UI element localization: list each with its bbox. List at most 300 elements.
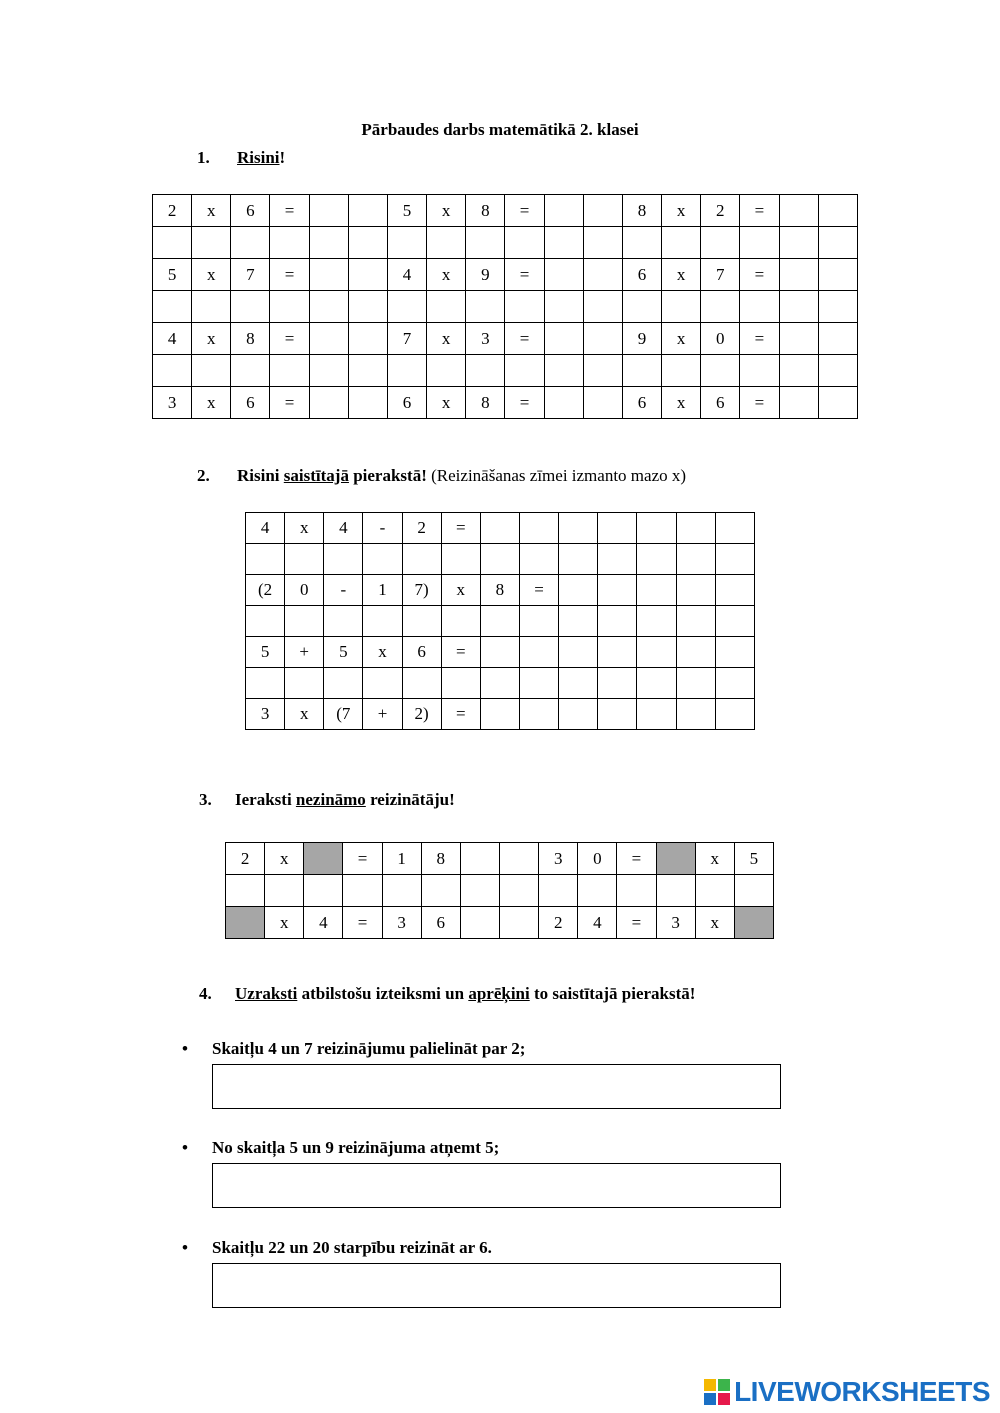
empty-cell[interactable] xyxy=(715,575,754,606)
empty-cell[interactable] xyxy=(715,544,754,575)
empty-cell[interactable] xyxy=(578,875,617,907)
empty-cell[interactable] xyxy=(622,291,661,323)
grid-cell: 8 xyxy=(421,843,460,875)
grid-row xyxy=(153,195,858,227)
empty-cell[interactable] xyxy=(402,668,441,699)
section-1-label: Risini xyxy=(237,148,280,167)
task-item-3 xyxy=(182,1238,492,1258)
empty-cell[interactable] xyxy=(466,291,505,323)
empty-cell[interactable] xyxy=(363,544,402,575)
empty-cell[interactable] xyxy=(818,227,857,259)
empty-cell[interactable] xyxy=(324,544,363,575)
grid-cell: 3 xyxy=(382,907,421,939)
empty-cell[interactable] xyxy=(779,291,818,323)
empty-cell[interactable] xyxy=(505,227,544,259)
grid-cell: 4 xyxy=(387,259,426,291)
grid-cell: x xyxy=(363,637,402,668)
grid-row xyxy=(153,387,858,419)
section-3-label-underlined: nezināmo xyxy=(295,790,366,809)
grid-cell: = xyxy=(270,195,309,227)
empty-cell[interactable] xyxy=(480,699,519,730)
grid-cell: 3 xyxy=(246,699,285,730)
empty-cell[interactable] xyxy=(818,387,857,419)
empty-cell[interactable] xyxy=(544,323,583,355)
empty-cell[interactable] xyxy=(656,875,695,907)
grid-cell: 8 xyxy=(231,323,270,355)
empty-cell[interactable] xyxy=(701,291,740,323)
section-3-label-start: Ieraksti xyxy=(235,790,296,809)
grid-cell: 1 xyxy=(382,843,421,875)
empty-cell[interactable] xyxy=(153,291,192,323)
grid-cell: 2) xyxy=(402,699,441,730)
empty-cell[interactable] xyxy=(285,606,324,637)
grid-cell: 7 xyxy=(701,259,740,291)
empty-cell[interactable] xyxy=(598,575,637,606)
empty-cell[interactable] xyxy=(270,291,309,323)
empty-cell[interactable] xyxy=(231,355,270,387)
grid-cell: 0 xyxy=(285,575,324,606)
empty-cell[interactable] xyxy=(583,355,622,387)
empty-cell[interactable] xyxy=(309,387,348,419)
shaded-answer-cell[interactable] xyxy=(656,843,695,875)
grid-cell: = xyxy=(617,907,656,939)
grid-cell: x xyxy=(192,259,231,291)
empty-cell[interactable] xyxy=(348,227,387,259)
empty-cell[interactable] xyxy=(309,291,348,323)
grid-row xyxy=(246,699,755,730)
grid-row xyxy=(153,291,858,323)
grid-cell: 6 xyxy=(701,387,740,419)
empty-cell[interactable] xyxy=(559,575,598,606)
empty-cell[interactable] xyxy=(519,544,558,575)
grid-cell: x xyxy=(192,387,231,419)
logo-squares-icon xyxy=(704,1379,730,1405)
empty-cell[interactable] xyxy=(598,637,637,668)
empty-cell[interactable] xyxy=(662,291,701,323)
section-3-heading xyxy=(199,790,455,810)
grid-row xyxy=(246,637,755,668)
section-2-heading xyxy=(197,466,686,486)
empty-cell[interactable] xyxy=(460,875,499,907)
grid-cell: x xyxy=(427,323,466,355)
grid-cell: 3 xyxy=(656,907,695,939)
empty-cell[interactable] xyxy=(309,195,348,227)
empty-cell[interactable] xyxy=(676,699,715,730)
empty-cell[interactable] xyxy=(818,195,857,227)
empty-cell[interactable] xyxy=(466,355,505,387)
grid-cell: x xyxy=(192,195,231,227)
empty-cell[interactable] xyxy=(637,606,676,637)
empty-cell[interactable] xyxy=(153,355,192,387)
empty-cell[interactable] xyxy=(427,227,466,259)
empty-cell[interactable] xyxy=(499,875,538,907)
grid-cell: 2 xyxy=(701,195,740,227)
empty-cell[interactable] xyxy=(402,544,441,575)
grid-cell: x xyxy=(662,387,701,419)
empty-cell[interactable] xyxy=(662,227,701,259)
empty-cell[interactable] xyxy=(246,606,285,637)
grid-cell: 6 xyxy=(622,387,661,419)
empty-cell[interactable] xyxy=(715,637,754,668)
empty-cell[interactable] xyxy=(818,259,857,291)
compound-expression-grid xyxy=(245,512,755,730)
logo-text: LIVEWORKSHEETS xyxy=(734,1376,990,1407)
empty-cell[interactable] xyxy=(421,875,460,907)
empty-cell[interactable] xyxy=(715,513,754,544)
empty-cell[interactable] xyxy=(676,575,715,606)
empty-cell[interactable] xyxy=(740,355,779,387)
task-item-text: Skaitļu 22 un 20 starpību reizināt ar 6. xyxy=(212,1238,492,1257)
empty-cell[interactable] xyxy=(348,355,387,387)
empty-cell[interactable] xyxy=(231,291,270,323)
grid-cell: 3 xyxy=(539,843,578,875)
grid-cell: 3 xyxy=(153,387,192,419)
grid-cell: x xyxy=(427,387,466,419)
empty-cell[interactable] xyxy=(559,513,598,544)
empty-cell[interactable] xyxy=(387,355,426,387)
grid-cell: (7 xyxy=(324,699,363,730)
empty-cell[interactable] xyxy=(402,606,441,637)
grid-cell: x xyxy=(285,699,324,730)
empty-cell[interactable] xyxy=(480,513,519,544)
empty-cell[interactable] xyxy=(676,668,715,699)
empty-cell[interactable] xyxy=(779,387,818,419)
empty-cell[interactable] xyxy=(304,875,343,907)
grid-cell: - xyxy=(363,513,402,544)
empty-cell[interactable] xyxy=(637,699,676,730)
section-2-label-underlined: saistītajā xyxy=(283,466,349,485)
section-3-number: 3. xyxy=(199,790,212,809)
empty-cell[interactable] xyxy=(387,291,426,323)
grid-row xyxy=(153,227,858,259)
empty-cell[interactable] xyxy=(701,227,740,259)
grid-cell: 2 xyxy=(153,195,192,227)
empty-cell[interactable] xyxy=(740,291,779,323)
grid-cell: 0 xyxy=(701,323,740,355)
empty-cell[interactable] xyxy=(583,387,622,419)
grid-cell: 8 xyxy=(480,575,519,606)
empty-cell[interactable] xyxy=(676,513,715,544)
grid-cell: = xyxy=(270,387,309,419)
empty-cell[interactable] xyxy=(715,699,754,730)
empty-cell[interactable] xyxy=(779,355,818,387)
empty-cell[interactable] xyxy=(779,259,818,291)
grid-row xyxy=(246,513,755,544)
empty-cell[interactable] xyxy=(519,513,558,544)
empty-cell[interactable] xyxy=(348,195,387,227)
grid-cell: x xyxy=(427,195,466,227)
empty-cell[interactable] xyxy=(818,323,857,355)
grid-cell: = xyxy=(343,907,382,939)
empty-cell[interactable] xyxy=(519,606,558,637)
grid-cell: 2 xyxy=(226,843,265,875)
empty-cell[interactable] xyxy=(544,227,583,259)
section-1-heading xyxy=(197,148,285,168)
empty-cell[interactable] xyxy=(285,544,324,575)
grid-cell: 5 xyxy=(324,637,363,668)
grid-cell: 9 xyxy=(466,259,505,291)
empty-cell[interactable] xyxy=(583,195,622,227)
grid-cell: 8 xyxy=(466,387,505,419)
grid-cell: 5 xyxy=(734,843,773,875)
empty-cell[interactable] xyxy=(715,606,754,637)
empty-cell[interactable] xyxy=(559,606,598,637)
empty-cell[interactable] xyxy=(715,668,754,699)
empty-cell[interactable] xyxy=(519,637,558,668)
empty-cell[interactable] xyxy=(192,355,231,387)
grid-cell: 5 xyxy=(153,259,192,291)
empty-cell[interactable] xyxy=(480,606,519,637)
answer-input-1[interactable] xyxy=(212,1064,781,1109)
empty-cell[interactable] xyxy=(539,875,578,907)
empty-cell[interactable] xyxy=(598,668,637,699)
task-item-text: Skaitļu 4 un 7 reizinājumu palielināt par 2; xyxy=(212,1039,526,1058)
empty-cell[interactable] xyxy=(544,355,583,387)
empty-cell[interactable] xyxy=(309,259,348,291)
section-3-label-end: reizinātāju! xyxy=(365,790,455,809)
empty-cell[interactable] xyxy=(598,544,637,575)
grid-cell: = xyxy=(617,843,656,875)
empty-cell[interactable] xyxy=(382,875,421,907)
empty-cell[interactable] xyxy=(637,668,676,699)
grid-cell: x xyxy=(441,575,480,606)
empty-cell[interactable] xyxy=(324,668,363,699)
grid-cell: x xyxy=(695,843,734,875)
section-2-number: 2. xyxy=(197,466,210,485)
section-2-note: (Reizināšanas zīmei izmanto mazo x) xyxy=(426,466,687,485)
empty-cell[interactable] xyxy=(583,291,622,323)
grid-row xyxy=(246,575,755,606)
grid-cell: 2 xyxy=(539,907,578,939)
grid-cell: 5 xyxy=(246,637,285,668)
grid-cell: = xyxy=(505,323,544,355)
empty-cell[interactable] xyxy=(480,544,519,575)
empty-cell[interactable] xyxy=(779,227,818,259)
empty-cell[interactable] xyxy=(192,291,231,323)
empty-cell[interactable] xyxy=(779,323,818,355)
grid-cell: 6 xyxy=(231,195,270,227)
grid-cell: 6 xyxy=(421,907,460,939)
grid-cell: + xyxy=(285,637,324,668)
grid-cell: = xyxy=(270,259,309,291)
grid-cell: = xyxy=(740,323,779,355)
section-4-label-underlined-2: aprēķini xyxy=(468,984,530,1003)
section-2-label-end: pierakstā! xyxy=(348,466,427,485)
grid-cell: - xyxy=(324,575,363,606)
empty-cell[interactable] xyxy=(583,323,622,355)
empty-cell[interactable] xyxy=(818,355,857,387)
grid-cell: x xyxy=(265,907,304,939)
empty-cell[interactable] xyxy=(637,544,676,575)
grid-row xyxy=(226,875,774,907)
grid-cell: 6 xyxy=(387,387,426,419)
empty-cell[interactable] xyxy=(676,606,715,637)
grid-cell: 8 xyxy=(466,195,505,227)
empty-cell[interactable] xyxy=(505,291,544,323)
empty-cell[interactable] xyxy=(505,355,544,387)
empty-cell[interactable] xyxy=(348,259,387,291)
empty-cell[interactable] xyxy=(662,355,701,387)
bullet: • xyxy=(182,1138,188,1157)
grid-cell: 7 xyxy=(231,259,270,291)
shaded-answer-cell[interactable] xyxy=(226,907,265,939)
empty-cell[interactable] xyxy=(559,544,598,575)
empty-cell[interactable] xyxy=(779,195,818,227)
empty-cell[interactable] xyxy=(637,513,676,544)
grid-row xyxy=(246,544,755,575)
grid-cell: x xyxy=(662,259,701,291)
empty-cell[interactable] xyxy=(544,291,583,323)
grid-cell: = xyxy=(343,843,382,875)
empty-cell[interactable] xyxy=(466,227,505,259)
grid-cell: 4 xyxy=(153,323,192,355)
empty-cell[interactable] xyxy=(441,606,480,637)
empty-cell[interactable] xyxy=(309,227,348,259)
grid-cell: = xyxy=(441,637,480,668)
grid-cell: = xyxy=(519,575,558,606)
empty-cell[interactable] xyxy=(695,875,734,907)
empty-cell[interactable] xyxy=(622,355,661,387)
empty-cell[interactable] xyxy=(519,699,558,730)
grid-row xyxy=(226,843,774,875)
grid-cell: = xyxy=(505,387,544,419)
empty-cell[interactable] xyxy=(676,544,715,575)
grid-row xyxy=(226,907,774,939)
empty-cell[interactable] xyxy=(598,606,637,637)
empty-cell[interactable] xyxy=(270,227,309,259)
empty-cell[interactable] xyxy=(441,544,480,575)
empty-cell[interactable] xyxy=(226,875,265,907)
grid-cell: = xyxy=(740,259,779,291)
answer-input-3[interactable] xyxy=(212,1263,781,1308)
multiplication-grid xyxy=(152,194,858,419)
grid-cell: x xyxy=(265,843,304,875)
empty-cell[interactable] xyxy=(285,668,324,699)
empty-cell[interactable] xyxy=(348,291,387,323)
answer-input-2[interactable] xyxy=(212,1163,781,1208)
empty-cell[interactable] xyxy=(583,259,622,291)
empty-cell[interactable] xyxy=(246,668,285,699)
empty-cell[interactable] xyxy=(246,544,285,575)
empty-cell[interactable] xyxy=(637,637,676,668)
empty-cell[interactable] xyxy=(480,637,519,668)
empty-cell[interactable] xyxy=(363,668,402,699)
empty-cell[interactable] xyxy=(559,699,598,730)
empty-cell[interactable] xyxy=(460,843,499,875)
grid-cell: = xyxy=(270,323,309,355)
empty-cell[interactable] xyxy=(231,227,270,259)
empty-cell[interactable] xyxy=(348,387,387,419)
empty-cell[interactable] xyxy=(740,227,779,259)
grid-cell: x xyxy=(662,323,701,355)
task-item-text: No skaitļa 5 un 9 reizinājuma atņemt 5; xyxy=(212,1138,500,1157)
grid-row xyxy=(246,668,755,699)
empty-cell[interactable] xyxy=(348,323,387,355)
empty-cell[interactable] xyxy=(441,668,480,699)
empty-cell[interactable] xyxy=(343,875,382,907)
empty-cell[interactable] xyxy=(544,387,583,419)
empty-cell[interactable] xyxy=(559,637,598,668)
empty-cell[interactable] xyxy=(270,355,309,387)
empty-cell[interactable] xyxy=(460,907,499,939)
grid-cell: x xyxy=(285,513,324,544)
empty-cell[interactable] xyxy=(598,513,637,544)
grid-cell: 4 xyxy=(324,513,363,544)
empty-cell[interactable] xyxy=(519,668,558,699)
empty-cell[interactable] xyxy=(499,843,538,875)
grid-cell: x xyxy=(662,195,701,227)
grid-row xyxy=(153,259,858,291)
grid-cell: 4 xyxy=(304,907,343,939)
empty-cell[interactable] xyxy=(324,606,363,637)
grid-cell: 5 xyxy=(387,195,426,227)
empty-cell[interactable] xyxy=(676,637,715,668)
grid-cell: = xyxy=(441,699,480,730)
section-4-heading xyxy=(199,984,695,1004)
section-1-suffix: ! xyxy=(279,148,286,167)
empty-cell[interactable] xyxy=(622,227,661,259)
empty-cell[interactable] xyxy=(427,291,466,323)
empty-cell[interactable] xyxy=(617,875,656,907)
empty-cell[interactable] xyxy=(818,291,857,323)
section-4-number: 4. xyxy=(199,984,212,1003)
shaded-answer-cell[interactable] xyxy=(734,907,773,939)
section-4-label-underlined-1: Uzraksti xyxy=(235,984,298,1003)
empty-cell[interactable] xyxy=(309,355,348,387)
empty-cell[interactable] xyxy=(309,323,348,355)
grid-cell: x xyxy=(427,259,466,291)
section-2-label-start: Risini xyxy=(237,466,284,485)
task-item-2 xyxy=(182,1138,500,1158)
shaded-answer-cell[interactable] xyxy=(304,843,343,875)
bullet: • xyxy=(182,1238,188,1257)
empty-cell[interactable] xyxy=(265,875,304,907)
empty-cell[interactable] xyxy=(598,699,637,730)
grid-cell: (2 xyxy=(246,575,285,606)
grid-cell: 4 xyxy=(246,513,285,544)
grid-row xyxy=(246,606,755,637)
empty-cell[interactable] xyxy=(544,259,583,291)
empty-cell[interactable] xyxy=(559,668,598,699)
empty-cell[interactable] xyxy=(153,227,192,259)
grid-cell: 7 xyxy=(387,323,426,355)
grid-cell: 6 xyxy=(231,387,270,419)
empty-cell[interactable] xyxy=(734,875,773,907)
empty-cell[interactable] xyxy=(637,575,676,606)
grid-cell: x xyxy=(192,323,231,355)
empty-cell[interactable] xyxy=(544,195,583,227)
empty-cell[interactable] xyxy=(701,355,740,387)
grid-cell: = xyxy=(740,387,779,419)
empty-cell[interactable] xyxy=(387,227,426,259)
grid-cell: 9 xyxy=(622,323,661,355)
grid-row xyxy=(153,323,858,355)
unknown-factor-grid xyxy=(225,842,774,939)
liveworksheets-logo xyxy=(704,1376,990,1408)
grid-cell: = xyxy=(740,195,779,227)
empty-cell[interactable] xyxy=(499,907,538,939)
empty-cell[interactable] xyxy=(583,227,622,259)
section-4-label-mid: atbilstošu izteiksmi un xyxy=(297,984,469,1003)
empty-cell[interactable] xyxy=(192,227,231,259)
empty-cell[interactable] xyxy=(480,668,519,699)
grid-cell: 1 xyxy=(363,575,402,606)
empty-cell[interactable] xyxy=(427,355,466,387)
grid-cell: x xyxy=(695,907,734,939)
grid-cell: = xyxy=(505,259,544,291)
grid-cell: 7) xyxy=(402,575,441,606)
empty-cell[interactable] xyxy=(363,606,402,637)
